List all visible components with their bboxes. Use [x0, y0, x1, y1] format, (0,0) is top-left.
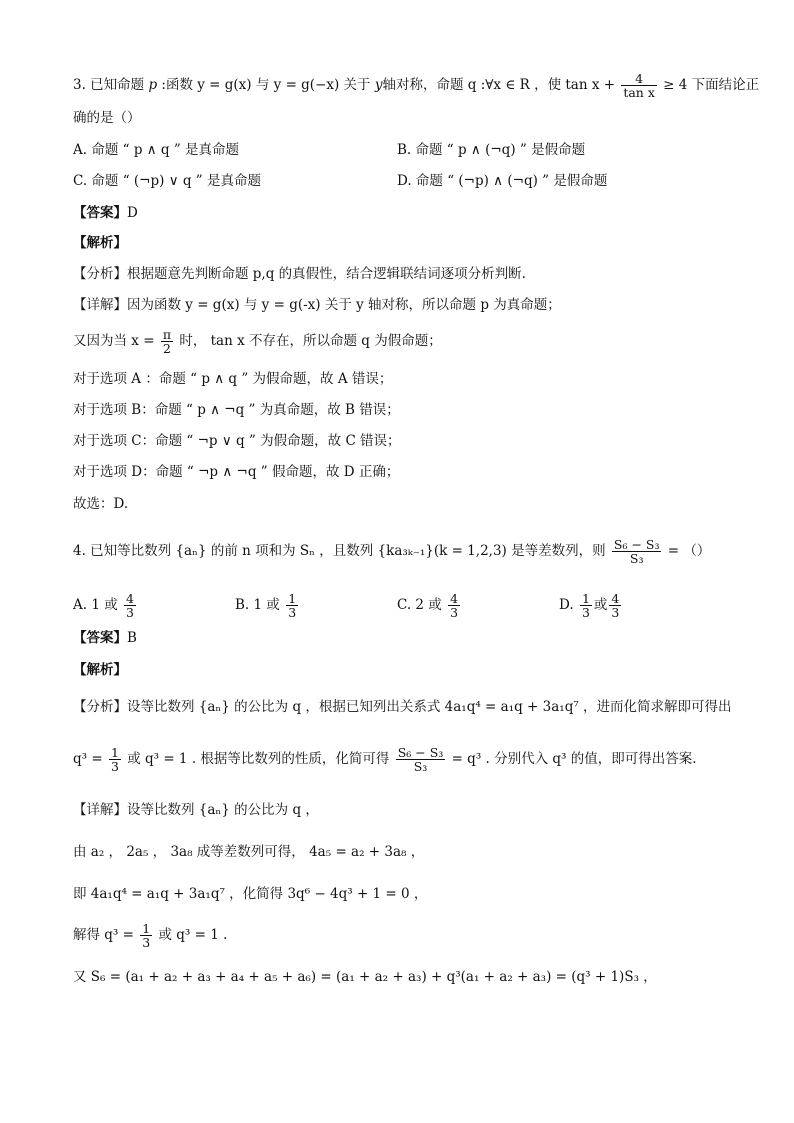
q4-optA-den: 3: [126, 605, 134, 621]
q4-optD-mid: 或: [593, 597, 608, 614]
q4-fx2-text: q³ =: [73, 751, 107, 768]
q4-optD-num2: 4: [611, 591, 620, 606]
q4-optD-den1: 3: [581, 605, 590, 621]
q3-xiangjie: 【详解】因为函数 y = g(x) 与 y = g(-x) 关于 y 轴对称，所以命题 p 为真命题；: [73, 297, 561, 313]
q3-line5: 对于选项 B：命题 “ p ∧ ¬q ” 为真命题，故 B 错误；: [73, 402, 400, 418]
q3-answer-line: [73, 203, 138, 223]
q3-stem-text4: ≥ 4 下面结论正: [658, 77, 760, 94]
q4-option-c: [397, 592, 462, 619]
q3-stem-text: 3. 已知命题: [73, 77, 149, 94]
q3-fenxi: 【分析】根据题意先判断命题 p,q 的真假性，结合逻辑联结词逐项分析判断.: [73, 266, 526, 282]
q3-line3-text2: 时， tan x 不存在，所以命题 q 为假命题；: [175, 333, 442, 350]
q4-fenxi: 【分析】设等比数列 {aₙ} 的公比为 q ，根据已知列出关系式 4a₁q⁴ = a₁q + 3a₁q⁷ ，进而化简求解即可得出: [73, 699, 732, 715]
q4-optB-fraction: [286, 592, 298, 619]
q3-var-p: p: [148, 77, 158, 94]
q3-line3-text: 又因为当 x =: [73, 333, 159, 350]
q3-fraction: [621, 72, 657, 99]
q4-fx2-fraction2: [396, 746, 446, 773]
q3-analysis-tag: 【解析】: [73, 235, 127, 251]
q4-optC-text: C. 2 或: [397, 597, 447, 614]
q4-option-b: [235, 592, 300, 619]
q4-answer: B: [127, 630, 137, 646]
q3-line3: [73, 328, 442, 355]
q3-line3-den: 2: [161, 341, 173, 355]
q4-stem: [73, 538, 710, 565]
q4-fenxi-line2: [73, 746, 697, 773]
q4-d4-text: 解得 q³ =: [73, 927, 139, 944]
q4-answer-tag: 【答案】: [73, 630, 127, 646]
q3-answer: D: [127, 205, 138, 221]
q4-stem-fraction: [612, 538, 662, 565]
q3-stem-line1: [73, 72, 759, 99]
q4-optB-den: 3: [288, 605, 297, 621]
q4-answer-line: [73, 628, 137, 648]
q3-answer-tag: 【答案】: [73, 205, 127, 221]
q4-stem-text2: = （）: [663, 543, 711, 560]
q4-analysis-tag: 【解析】: [73, 662, 127, 678]
q4-option-d: [559, 592, 623, 619]
q4-optA-fraction: [124, 592, 136, 619]
q4-optA-text: A. 1 或: [73, 597, 123, 614]
q3-option-d: D. 命题 “ (¬p) ∧ (¬q) ” 是假命题: [397, 173, 608, 189]
q4-optB-num: 1: [288, 591, 297, 606]
q3-option-c: C. 命题 “ (¬p) ∨ q ” 是真命题: [73, 173, 261, 189]
q3-line3-num: π: [162, 327, 172, 342]
q3-stem-text3: 轴对称，命题 q :∀x ∈ R ，使 tan x +: [382, 77, 620, 94]
q4-d4-text2: 或 q³ = 1 .: [154, 927, 228, 944]
q4-detail-line2: 由 a₂ ， 2a₅ ， 3a₈ 成等差数列可得， 4a₅ = a₂ + 3a₈ ，: [73, 844, 425, 860]
q4-xiangjie: 【详解】设等比数列 {aₙ} 的公比为 q ，: [73, 802, 319, 818]
q3-line3-fraction: [161, 328, 173, 355]
q4-detail-line5: 又 S₆ = (a₁ + a₂ + a₃ + a₄ + a₅ + a₆) = (a₁ + a₂ + a₃) + q³(a₁ + a₂ + a₃) = (q³ + 1)S₃ ，: [73, 969, 657, 985]
q4-optC-den: 3: [450, 605, 459, 621]
q3-frac-num: 4: [635, 71, 644, 86]
q3-line7: 对于选项 D：命题 “ ¬p ∧ ¬q ” 假命题，故 D 正确；: [73, 464, 400, 480]
q4-fx2-num2: S₆ − S₃: [397, 745, 444, 760]
q4-fx2-text3: = q³ . 分别代入 q³ 的值，即可得出答案.: [447, 751, 697, 768]
q4-fx2-fraction: [109, 746, 121, 773]
q3-option-a: A. 命题 “ p ∧ q ” 是真命题: [73, 142, 240, 158]
q4-stem-num: S₆ − S₃: [613, 537, 660, 552]
q4-fx2-num: 1: [110, 745, 119, 760]
q4-fx2-den2: S₃: [396, 759, 446, 773]
q4-d4-fraction: [140, 922, 152, 949]
q4-optC-num: 4: [450, 591, 459, 606]
q4-fx2-den: 3: [110, 759, 119, 775]
q3-option-b: B. 命题 “ p ∧ (¬q) ” 是假命题: [397, 142, 586, 158]
q4-detail-line4: [73, 922, 227, 949]
q4-optD-text: D.: [559, 597, 578, 614]
q3-stem-text2: :函数 y = g(x) 与 y = g(−x) 关于: [157, 77, 375, 94]
q4-optD-fraction2: [609, 592, 621, 619]
q3-line4: 对于选项 A ：命题 “ p ∧ q ” 为假命题，故 A 错误；: [73, 371, 393, 387]
q3-line6: 对于选项 C：命题 “ ¬p ∨ q ” 为假命题，故 C 错误；: [73, 433, 401, 449]
q4-fx2-text2: 或 q³ = 1 . 根据等比数列的性质，化简可得: [122, 751, 394, 768]
q3-line8: 故选：D.: [73, 496, 129, 512]
q3-frac-den: tan x: [623, 85, 655, 101]
q4-option-a: [73, 592, 138, 619]
q4-optD-num1: 1: [581, 591, 590, 606]
q4-optD-den2: 3: [611, 605, 620, 621]
q4-optC-fraction: [448, 592, 460, 619]
q4-detail-line3: 即 4a₁q⁴ = a₁q + 3a₁q⁷ ，化简得 3q⁶ − 4q³ + 1 = 0 ，: [73, 886, 428, 902]
q4-stem-text: 4. 已知等比数列 {aₙ} 的前 n 项和为 Sₙ ，且数列 {ka₃ₖ₋₁}(k = 1,2,3) 是等差数列，则: [73, 543, 610, 560]
q4-d4-num: 1: [142, 921, 151, 936]
q4-optD-fraction1: [580, 592, 592, 619]
q4-optB-text: B. 1 或: [235, 597, 285, 614]
q4-d4-den: 3: [142, 935, 151, 951]
q4-stem-den: S₃: [612, 551, 662, 565]
q3-stem-line2: 确的是（）: [73, 110, 141, 126]
q3-var-y: y: [374, 77, 383, 94]
q4-optA-num: 4: [126, 591, 134, 606]
